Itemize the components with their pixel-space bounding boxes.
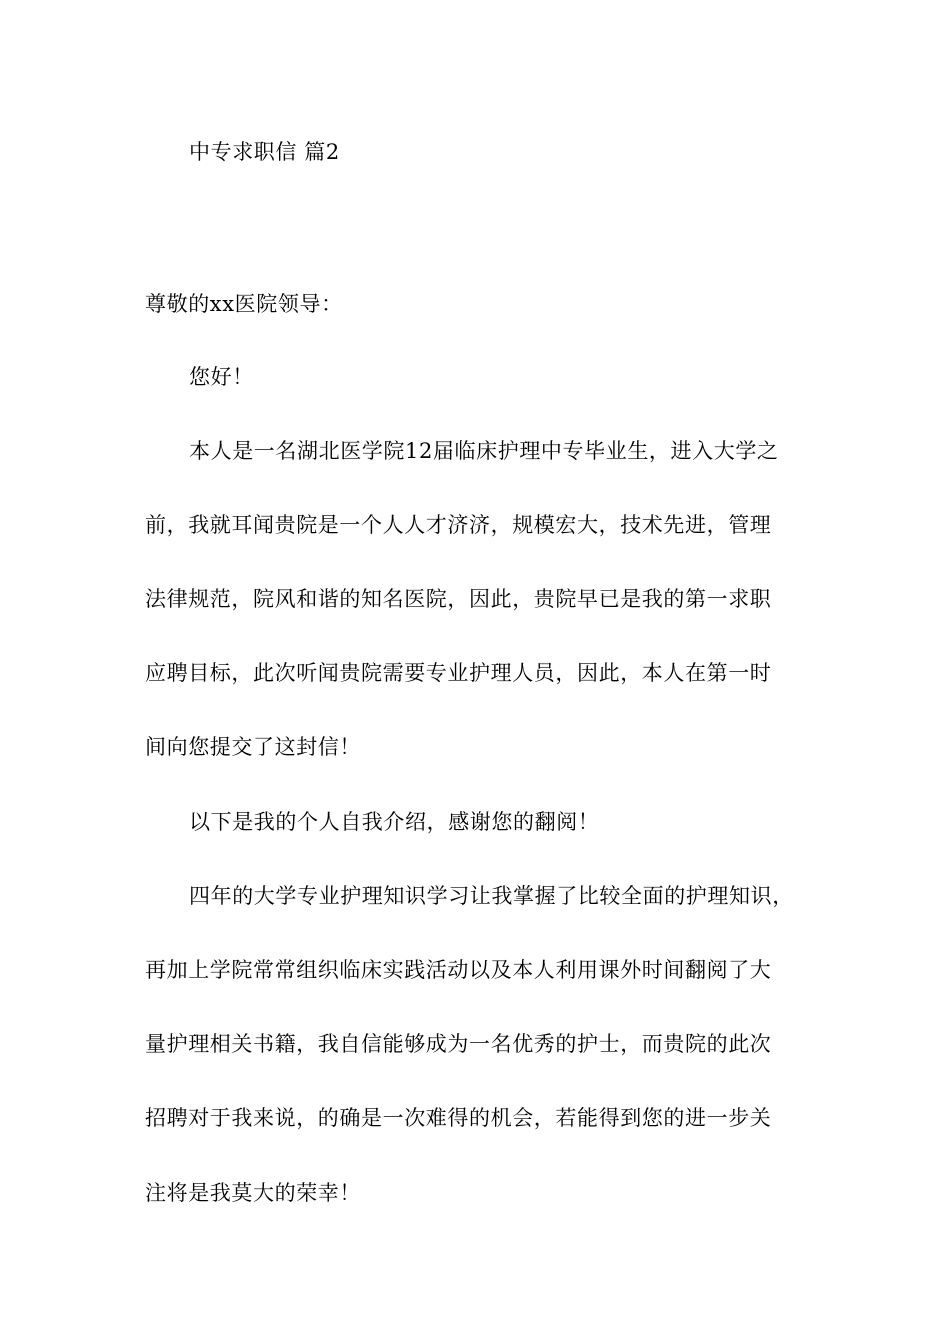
- greeting: 您好！: [189, 365, 254, 389]
- salutation: 尊敬的xx医院领导：: [145, 292, 343, 316]
- paragraph-line: 注将是我莫大的荣幸！: [145, 1181, 361, 1205]
- paragraph-line: 四年的大学专业护理知识学习让我掌握了比较全面的护理知识，: [189, 884, 794, 908]
- paragraph-line: 以下是我的个人自我介绍，感谢您的翻阅！: [189, 810, 600, 834]
- paragraph-line: 间向您提交了这封信！: [145, 735, 361, 759]
- paragraph-line: 前，我就耳闻贵院是一个人人才济济，规模宏大，技术先进，管理: [145, 513, 772, 537]
- paragraph-line: 法律规范，院风和谐的知名医院，因此，贵院早已是我的第一求职: [145, 587, 772, 611]
- paragraph-line: 再加上学院常常组织临床实践活动以及本人利用课外时间翻阅了大: [145, 958, 772, 982]
- paragraph-line: 本人是一名湖北医学院12届临床护理中专毕业生，进入大学之: [189, 439, 779, 463]
- paragraph-line: 应聘目标，此次听闻贵院需要专业护理人员，因此，本人在第一时: [145, 661, 772, 685]
- paragraph-line: 量护理相关书籍，我自信能够成为一名优秀的护士，而贵院的此次: [145, 1032, 772, 1056]
- paragraph-line: 招聘对于我来说，的确是一次难得的机会，若能得到您的进一步关: [145, 1106, 772, 1130]
- document-heading: 中专求职信 篇2: [189, 140, 340, 164]
